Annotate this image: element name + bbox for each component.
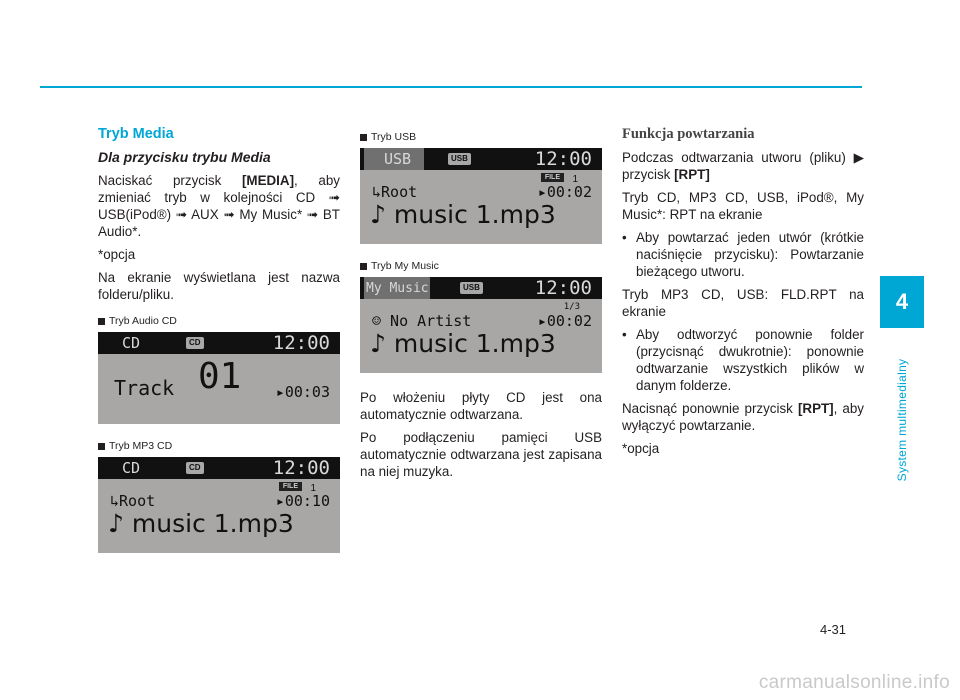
- repeat-modes-1: Tryb CD, MP3 CD, USB, iPod®, My Music*: RPT na ekranie: [622, 190, 864, 222]
- screen-file-badge: FILE: [541, 173, 564, 182]
- bullet-item: [622, 229, 864, 280]
- screen-song: ♪ music 1.mp3: [108, 509, 294, 538]
- rpt-button-label: [RPT]: [674, 167, 710, 182]
- screen-artist: ☺ No Artist: [372, 312, 472, 330]
- screen-mode: CD: [122, 333, 141, 352]
- screen-track-count: 1/3: [563, 302, 580, 312]
- repeat-intro: [622, 149, 864, 183]
- media-button-label: [MEDIA]: [241, 173, 295, 188]
- screen-file-number: 1: [572, 174, 578, 185]
- caption-usb: [360, 129, 602, 146]
- repeat-off-pre: Nacisnąć ponownie przycisk: [622, 401, 798, 416]
- screen-clock: 12:00: [534, 277, 592, 299]
- section-subtitle: Dla przycisku trybu Media: [98, 149, 271, 165]
- screen-badge: CD: [186, 462, 204, 474]
- screen-badge: CD: [186, 337, 204, 349]
- screen-file-number: 1: [310, 483, 316, 494]
- rpt-button-label: [RPT]: [797, 401, 834, 416]
- screen-clock: 12:00: [534, 148, 592, 170]
- caption-usb-text: Tryb USB: [371, 131, 417, 143]
- screen-song: ♪ music 1.mp3: [370, 329, 556, 358]
- column-1: [98, 126, 340, 567]
- caption-cd-text: Tryb Audio CD: [109, 315, 177, 327]
- screen-folder: ↳Root: [372, 183, 418, 201]
- screen-track-label: Track: [114, 376, 175, 400]
- top-rule: [40, 86, 862, 88]
- column-3: [622, 126, 864, 463]
- repeat-modes-2: Tryb MP3 CD, USB: FLD.RPT na ekranie: [622, 287, 864, 319]
- screen-clock: 12:00: [272, 457, 330, 479]
- caption-mymusic: [360, 258, 602, 275]
- media-paragraph: [98, 172, 340, 240]
- caption-mp3: [98, 438, 340, 455]
- square-bullet-icon: [98, 443, 105, 450]
- media-text-post: , aby zmieniać tryb w kolejności CD ➟ USB(iPod®) ➟ AUX ➟ My Music* ➟ BT Audio*.: [98, 173, 340, 239]
- screen-clock: 12:00: [272, 332, 330, 354]
- section-title: Tryb Media: [98, 126, 174, 142]
- screen-mode: CD: [122, 458, 141, 477]
- screen-elapsed: ▸00:03: [275, 383, 330, 401]
- chapter-number: 4: [895, 289, 909, 314]
- column-2: [360, 129, 602, 486]
- screen-badge: USB: [448, 153, 471, 165]
- bullet-dot: •: [622, 327, 627, 342]
- screen-cd: [98, 332, 340, 424]
- caption-mp3-text: Tryb MP3 CD: [109, 440, 173, 452]
- screen-mymusic: [360, 277, 602, 373]
- screen-elapsed: ▸00:02: [537, 183, 592, 201]
- screen-badge: USB: [460, 282, 483, 294]
- repeat-off-post: , aby wyłączyć powtarzanie.: [622, 401, 865, 433]
- bullet-text: Aby powtarzać jeden utwór (krótkie naciśnięcie przycisku): Powtarzanie bieżącego utworu.: [636, 230, 864, 279]
- repeat-off-paragraph: [622, 400, 864, 434]
- screen-track-number: 01: [198, 356, 242, 397]
- repeat-intro-text: Podczas odtwarzania utworu (pliku) ▶ przycisk: [622, 150, 864, 182]
- screen-mp3: [98, 457, 340, 553]
- caption-mymusic-text: Tryb My Music: [371, 260, 439, 272]
- screen-folder: ↳Root: [110, 492, 156, 510]
- watermark: carmanualsonline.info: [758, 672, 950, 693]
- folder-paragraph: Na ekranie wyświetlana jest nazwa folderu/pliku.: [98, 270, 340, 302]
- media-text-pre: Naciskać przycisk: [98, 173, 242, 188]
- screen-file-badge: FILE: [279, 482, 302, 491]
- cd-autoplay-paragraph: Po włożeniu płyty CD jest ona automatycznie odtwarzana.: [360, 390, 602, 422]
- chapter-tab: [880, 276, 924, 328]
- usb-autoplay-paragraph: Po podłączeniu pamięci USB automatycznie odtwarzana jest zapisana na niej muzyka.: [360, 430, 602, 479]
- repeat-title: Funkcja powtarzania: [622, 126, 755, 142]
- bullet-dot: •: [622, 230, 627, 245]
- screen-elapsed: ▸00:02: [537, 312, 592, 330]
- screen-usb: [360, 148, 602, 244]
- square-bullet-icon: [360, 134, 367, 141]
- square-bullet-icon: [360, 263, 367, 270]
- option-note: *opcja: [98, 247, 136, 262]
- screen-elapsed: ▸00:10: [275, 492, 330, 510]
- chapter-label: System multimedialny: [895, 358, 909, 482]
- caption-cd: [98, 313, 340, 330]
- screen-song: ♪ music 1.mp3: [370, 200, 556, 229]
- bullet-text: Aby odtworzyć ponownie folder (przycisnąć dwukrotnie): ponownie odtwarzanie wszystkich plików w danym folderze.: [636, 327, 864, 393]
- bullet-item: [622, 326, 864, 394]
- square-bullet-icon: [98, 318, 105, 325]
- screen-mode: USB: [364, 148, 424, 170]
- option-note: *opcja: [622, 441, 660, 456]
- page-number: 4-31: [820, 622, 847, 637]
- screen-mode: My Music: [364, 277, 430, 299]
